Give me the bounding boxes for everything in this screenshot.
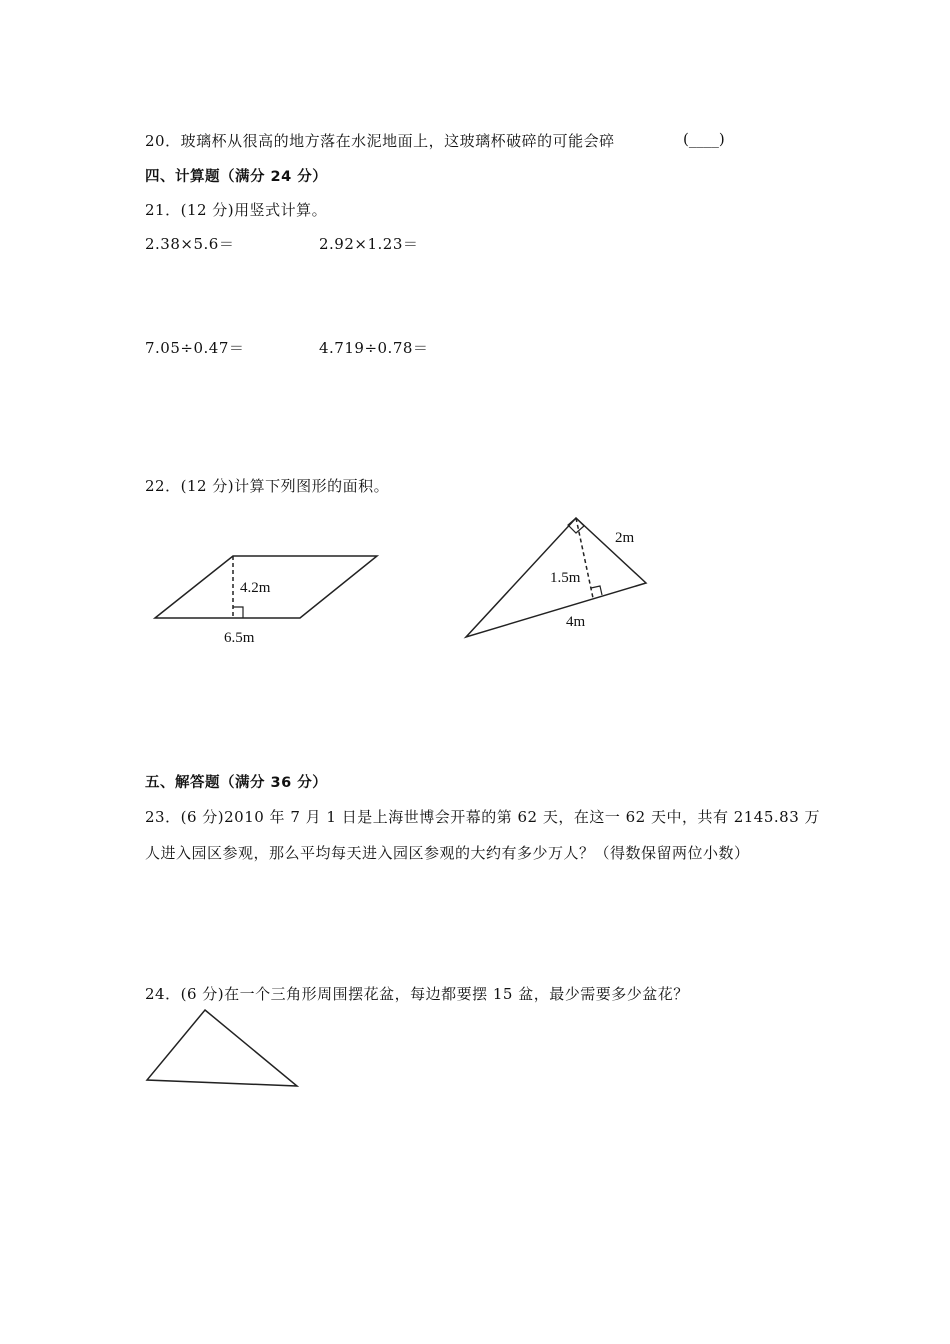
parallelogram-right-angle-mark [233, 607, 243, 618]
q21-item-2: 2.92×1.23＝ [319, 235, 419, 253]
triangle-figure [466, 518, 646, 637]
section4-title: 四、计算题（满分 24 分） [145, 169, 328, 185]
section5-title: 五、解答题（满分 36 分） [145, 775, 328, 791]
q20-answer-blank[interactable]: (____) [683, 130, 725, 148]
q24-text: 24．(6 分)在一个三角形周围摆花盆，每边都要摆 15 盆，最少需要多少盆花？ [145, 985, 689, 1003]
triangle-height-label: 1.5m [550, 570, 581, 586]
q24-triangle-figure [147, 1010, 297, 1086]
q21-item-4: 4.719÷0.78＝ [319, 339, 429, 357]
q24-triangle-shape [147, 1010, 297, 1086]
q21-text: 21．(12 分)用竖式计算。 [145, 201, 328, 219]
q23-line-1: 23．(6 分)2010 年 7 月 1 日是上海世博会开幕的第 62 天，在这一 62 天中，共有 2145.83 万 [145, 808, 821, 826]
triangle-base-label: 4m [566, 614, 586, 630]
parallelogram-base-label: 6.5m [224, 630, 255, 646]
parallelogram-figure [155, 556, 377, 646]
parallelogram-height-label: 4.2m [240, 580, 271, 596]
q22-text: 22．(12 分)计算下列图形的面积。 [145, 477, 390, 495]
q21-item-3: 7.05÷0.47＝ [145, 339, 245, 357]
triangle-side-label: 2m [615, 530, 635, 546]
q23-line-2: 人进入园区参观，那么平均每天进入园区参观的大约有多少万人？（得数保留两位小数） [145, 844, 750, 862]
q21-item-1: 2.38×5.6＝ [145, 235, 235, 253]
q20-text: 20．玻璃杯从很高的地方落在水泥地面上，这玻璃杯破碎的可能会碎 [145, 132, 615, 150]
